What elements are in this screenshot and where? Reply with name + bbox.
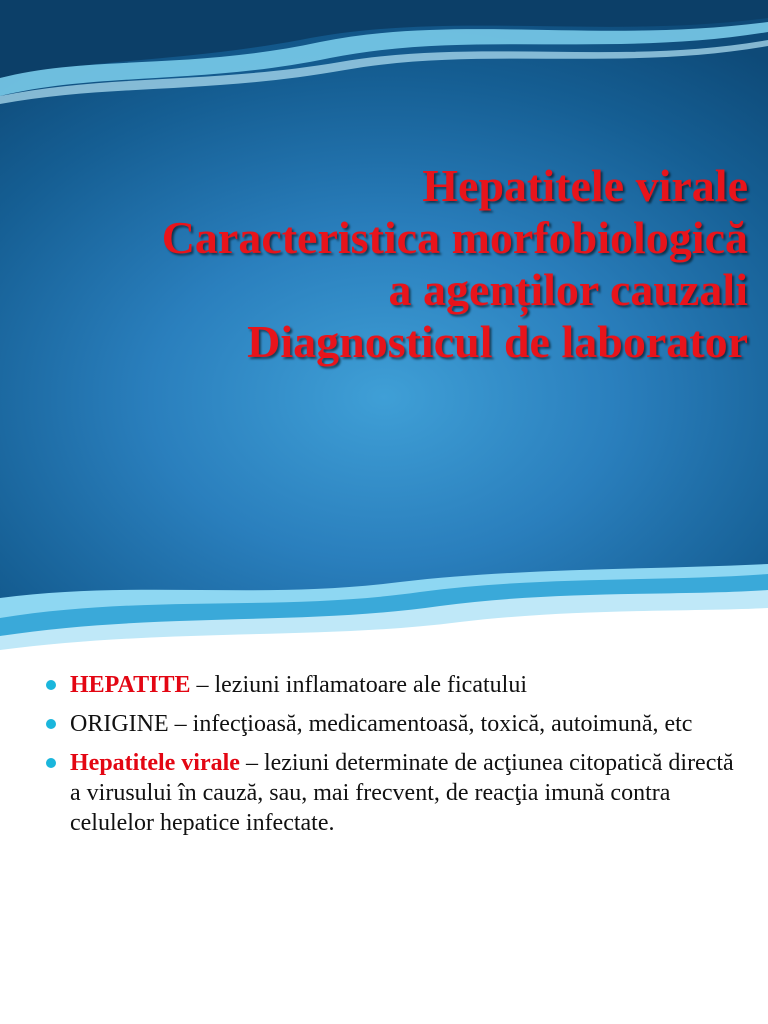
bullet-dot-icon bbox=[46, 719, 56, 729]
title-line-4: Diagnosticul de laborator bbox=[247, 316, 748, 367]
title-line-3: a agenților cauzali bbox=[388, 264, 748, 315]
term-hepatite: HEPATITE bbox=[70, 672, 191, 698]
top-wave-decoration bbox=[0, 0, 768, 110]
bullet-text: – leziuni determinate de acţiunea citopatică directă a virusului în cauză, sau, mai frecvent, de reacţia imună contra celulelor hepatice infectate. bbox=[70, 750, 734, 836]
bullet-item-origine bbox=[42, 709, 742, 739]
title-line-1: Hepatitele virale bbox=[422, 160, 748, 211]
bullet-item-hepatitele-virale bbox=[42, 748, 742, 838]
bullet-list bbox=[42, 670, 742, 847]
term-hepatitele-virale: Hepatitele virale bbox=[70, 750, 240, 776]
bullet-text: ORIGINE – infecţioasă, medicamentoasă, toxică, autoimună, etc bbox=[70, 711, 693, 737]
title-line-2: Caracteristica morfobiologică bbox=[161, 212, 748, 263]
slide-title bbox=[8, 160, 748, 368]
bullet-text: – leziuni inflamatoare ale ficatului bbox=[190, 672, 527, 698]
bullet-dot-icon bbox=[46, 680, 56, 690]
bullet-dot-icon bbox=[46, 758, 56, 768]
bullet-item-hepatite bbox=[42, 670, 742, 700]
bottom-wave-decoration bbox=[0, 560, 768, 662]
